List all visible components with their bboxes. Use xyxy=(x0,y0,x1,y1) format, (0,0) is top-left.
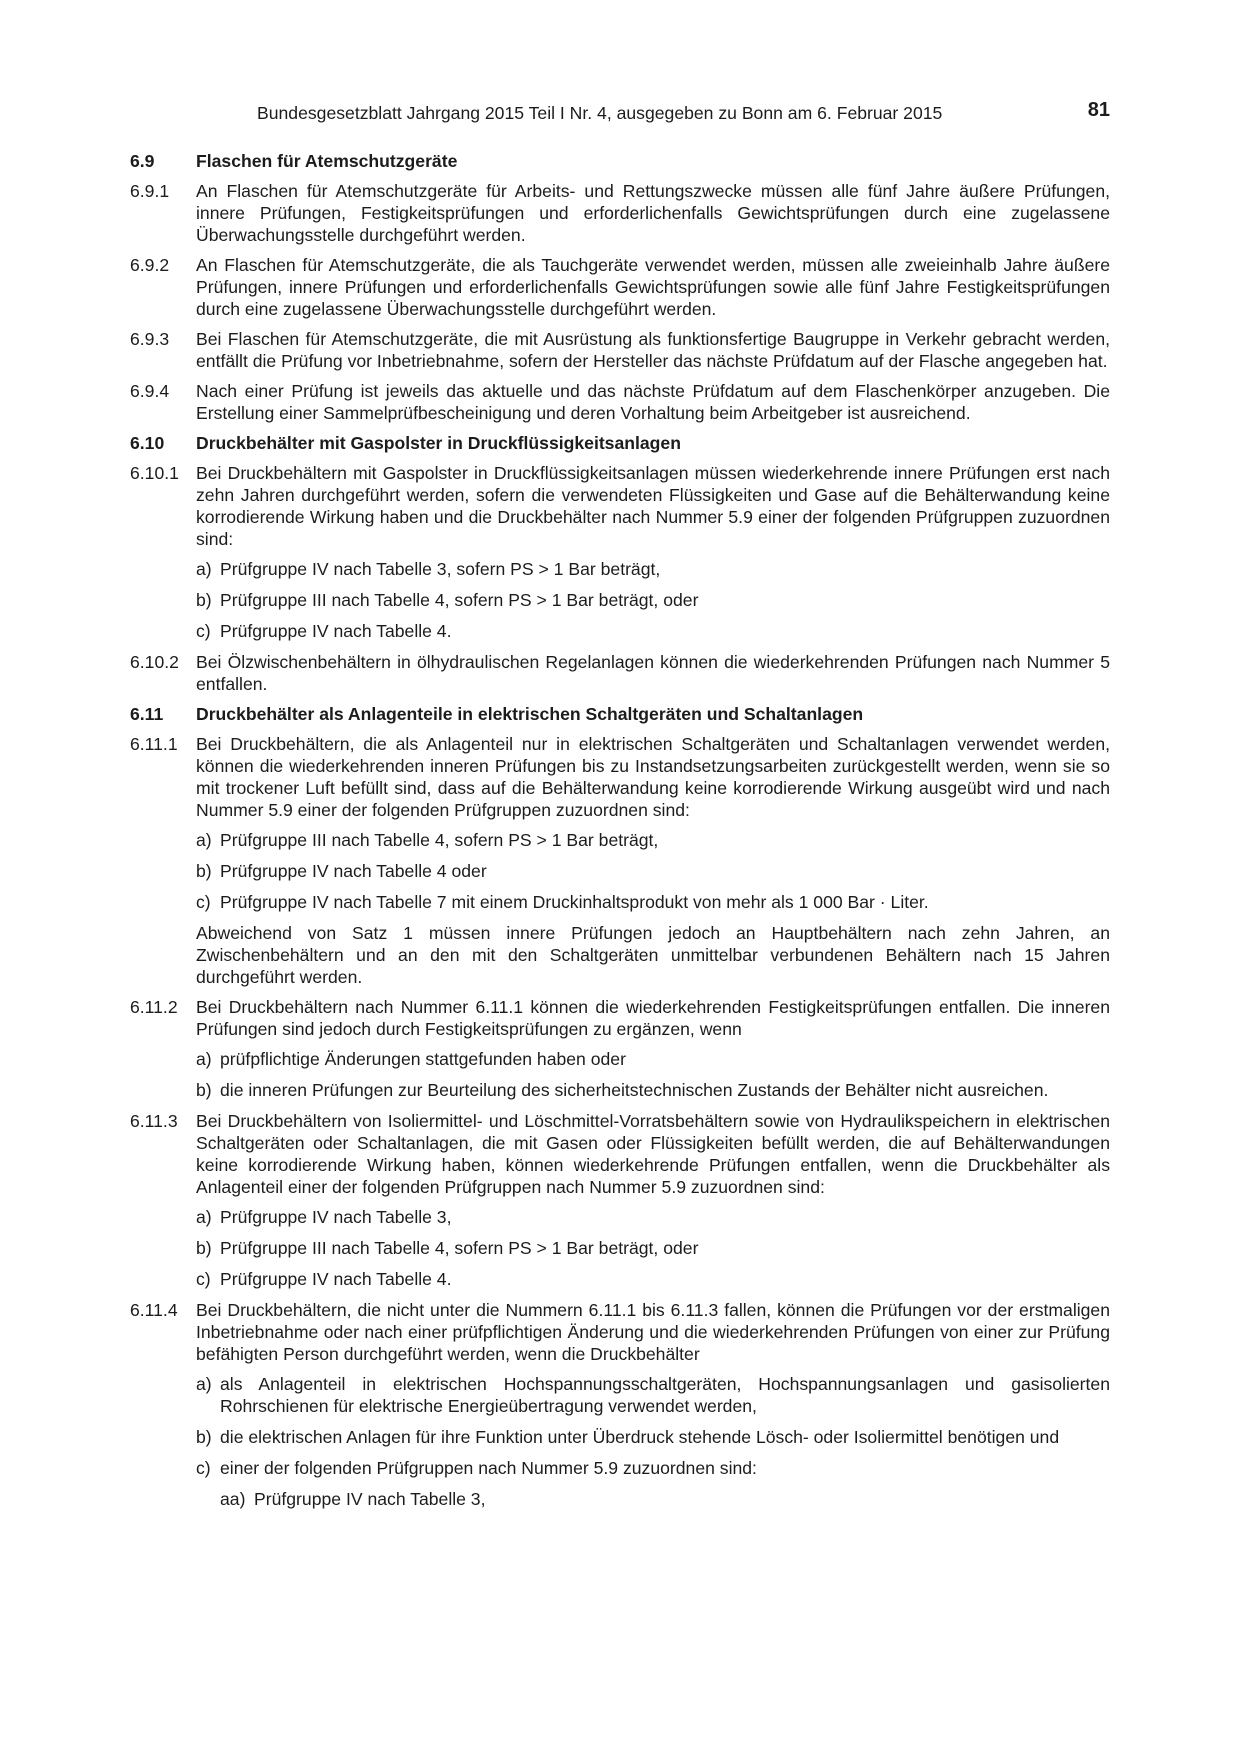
list-item-text: Prüfgruppe IV nach Tabelle 4. xyxy=(220,621,452,641)
list-item xyxy=(196,1268,1110,1290)
paragraph-text: An Flaschen für Atemschutzgeräte für Arbeits- und Rettungszwecke müssen alle fünf Jahre äußere Prüfungen, innere Prüfungen, Festigkeitsprüfungen und erforderlichenfalls Gewichtsprüfungen durch eine zugelassene Überwachungsstelle durchgeführt werden. xyxy=(196,181,1110,245)
list-item-text: Prüfgruppe IV nach Tabelle 7 mit einem Druckinhaltsprodukt von mehr als 1 000 Bar · Liter. xyxy=(220,892,929,912)
list-item-text: prüfpflichtige Änderungen stattgefunden haben oder xyxy=(220,1049,626,1069)
list-item-label: a) xyxy=(196,1049,212,1069)
paragraph-text: Bei Druckbehältern, die nicht unter die Nummern 6.11.1 bis 6.11.3 fallen, können die Prüfungen vor der erstmaligen Inbetriebnahme oder nach einer prüfpflichtigen Änderung und die wiederkehrenden Prüfungen von einer zur Prüfung befähigten Person durchgeführt werden, wenn die Druckbehälter xyxy=(196,1300,1110,1364)
paragraph xyxy=(130,733,1110,821)
list-item-label: c) xyxy=(196,1458,211,1478)
document-body xyxy=(130,150,1110,1518)
list-item-text: Prüfgruppe IV nach Tabelle 4 oder xyxy=(220,861,487,881)
list-item xyxy=(196,620,1110,642)
page-number: 81 xyxy=(1087,99,1110,121)
paragraph xyxy=(130,328,1110,372)
list-item-text: Prüfgruppe III nach Tabelle 4, sofern PS > 1 Bar beträgt, xyxy=(220,830,659,850)
paragraph-text: Bei Druckbehältern mit Gaspolster in Druckflüssigkeitsanlagen müssen wiederkehrende innere Prüfungen erst nach zehn Jahren durchgeführt werden, sofern die verwendeten Flüssigkeiten und Gase auf die Behälterwandung keine korrodierende Wirkung haben und die Druckbehälter nach Nummer 5.9 einer der folgenden Prüfgruppen zuzuordnen sind: xyxy=(196,463,1110,549)
list-item-label: c) xyxy=(196,621,211,641)
paragraph xyxy=(130,180,1110,246)
paragraph xyxy=(130,651,1110,695)
paragraph-text: Bei Druckbehältern nach Nummer 6.11.1 können die wiederkehrenden Festigkeitsprüfungen entfallen. Die inneren Prüfungen sind jedoch durch Festigkeitsprüfungen zu ergänzen, wenn xyxy=(196,997,1110,1039)
list-item-label: c) xyxy=(196,892,211,912)
list-item-text: die inneren Prüfungen zur Beurteilung des sicherheitstechnischen Zustands der Behälter nicht ausreichen. xyxy=(220,1080,1049,1100)
list-item-text: einer der folgenden Prüfgruppen nach Nummer 5.9 zuzuordnen sind: xyxy=(220,1458,757,1478)
list-item-text: die elektrischen Anlagen für ihre Funktion unter Überdruck stehende Lösch- oder Isoliermittel benötigen und xyxy=(220,1427,1060,1447)
paragraph xyxy=(130,462,1110,550)
list-item-label: b) xyxy=(196,590,212,610)
paragraph-number: 6.11.4 xyxy=(130,1300,178,1320)
section-heading xyxy=(130,432,1110,454)
list-item xyxy=(196,1426,1110,1448)
section-heading xyxy=(130,150,1110,172)
section-title: Druckbehälter mit Gaspolster in Druckflüssigkeitsanlagen xyxy=(196,433,681,453)
paragraph-text: Nach einer Prüfung ist jeweils das aktuelle und das nächste Prüfdatum auf dem Flaschenkörper anzugeben. Die Erstellung einer Sammelprüfbescheinigung und deren Vorhaltung beim Arbeitgeber ist ausreichend. xyxy=(196,381,1110,423)
list-item-text: Prüfgruppe III nach Tabelle 4, sofern PS > 1 Bar beträgt, oder xyxy=(220,590,699,610)
list-item-text: als Anlagenteil in elektrischen Hochspannungsschaltgeräten, Hochspannungsanlagen und gasisolierten Rohrschienen für elektrische Energieübertragung verwendet werden, xyxy=(220,1374,1110,1416)
paragraph xyxy=(130,996,1110,1040)
paragraph xyxy=(130,380,1110,424)
list-item xyxy=(196,558,1110,580)
sub-list-item-text: Prüfgruppe IV nach Tabelle 3, xyxy=(254,1489,486,1509)
paragraph-number: 6.10.1 xyxy=(130,463,179,483)
list-item-text: Prüfgruppe III nach Tabelle 4, sofern PS > 1 Bar beträgt, oder xyxy=(220,1238,699,1258)
section-number: 6.9 xyxy=(130,151,155,171)
paragraph-number: 6.9.2 xyxy=(130,255,170,275)
paragraph-number: 6.11.2 xyxy=(130,997,178,1017)
list-item xyxy=(196,829,1110,851)
paragraph-number: 6.10.2 xyxy=(130,652,179,672)
list-item xyxy=(196,860,1110,882)
list-item-label: a) xyxy=(196,830,212,850)
list-item xyxy=(196,589,1110,611)
list-item xyxy=(196,1457,1110,1479)
list-item xyxy=(196,1048,1110,1070)
list-item-label: a) xyxy=(196,1374,212,1394)
paragraph-text: Bei Ölzwischenbehältern in ölhydraulischen Regelanlagen können die wiederkehrenden Prüfungen nach Nummer 5 entfallen. xyxy=(196,652,1110,694)
paragraph-text: Bei Druckbehältern, die als Anlagenteil nur in elektrischen Schaltgeräten und Schaltanlagen verwendet werden, können die wiederkehrenden inneren Prüfungen bis zu Instandsetzungsarbeiten zurückgestellt werden, wenn sie so mit trockener Luft befüllt sind, dass auf die Behälterwandung keine korrodierende Wirkung ausgeübt wird und nach Nummer 5.9 einer der folgenden Prüfgruppen zuzuordnen sind: xyxy=(196,734,1110,820)
list-item-text: Prüfgruppe IV nach Tabelle 3, xyxy=(220,1207,452,1227)
list-item-label: b) xyxy=(196,1238,212,1258)
paragraph xyxy=(130,1299,1110,1365)
paragraph-number: 6.9.4 xyxy=(130,381,170,401)
paragraph-note: Abweichend von Satz 1 müssen innere Prüfungen jedoch an Hauptbehältern nach zehn Jahren, an Zwischenbehältern und an den mit den Schaltgeräten unmittelbar verbundenen Behältern nach 15 Jahren durchgeführt werden. xyxy=(196,923,1110,987)
paragraph-number: 6.9.1 xyxy=(130,181,170,201)
list-item-label: a) xyxy=(196,559,212,579)
section-title: Druckbehälter als Anlagenteile in elektrischen Schaltgeräten und Schaltanlagen xyxy=(196,704,864,724)
paragraph-text: Bei Druckbehältern von Isoliermittel- und Löschmittel-Vorratsbehältern sowie von Hydraulikspeichern in elektrischen Schaltgeräten oder Schaltanlagen, die mit Gasen oder Flüssigkeiten befüllt werden, die auf Behälterwandungen keine korrodierende Wirkung haben, können wiederkehrende Prüfungen entfallen, wenn die Druckbehälter als Anlagenteil einer der folgenden Prüfgruppen nach Nummer 5.9 zuzuordnen sind: xyxy=(196,1111,1110,1197)
paragraph-text: Bei Flaschen für Atemschutzgeräte, die mit Ausrüstung als funktionsfertige Baugruppe in Verkehr gebracht werden, entfällt die Prüfung vor Inbetriebnahme, sofern der Hersteller das nächste Prüfdatum auf der Flasche angegeben hat. xyxy=(196,329,1110,371)
section-heading xyxy=(130,703,1110,725)
paragraph xyxy=(130,254,1110,320)
list-item-label: a) xyxy=(196,1207,212,1227)
list-item xyxy=(196,1237,1110,1259)
paragraph-text: An Flaschen für Atemschutzgeräte, die als Tauchgeräte verwendet werden, müssen alle zweieinhalb Jahre äußere Prüfungen, innere Prüfungen und erforderlichenfalls Gewichtsprüfungen sowie alle fünf Jahre Festigkeitsprüfungen durch eine zugelassene Überwachungsstelle durchgeführt werden. xyxy=(196,255,1110,319)
header-text: Bundesgesetzblatt Jahrgang 2015 Teil I Nr. 4, ausgegeben zu Bonn am 6. Februar 2015 xyxy=(257,103,943,123)
list-item-label: b) xyxy=(196,1427,212,1447)
page-header xyxy=(257,101,1110,127)
list-item-text: Prüfgruppe IV nach Tabelle 3, sofern PS > 1 Bar beträgt, xyxy=(220,559,661,579)
list-item xyxy=(196,1206,1110,1228)
list-item-text: Prüfgruppe IV nach Tabelle 4. xyxy=(220,1269,452,1289)
list-item xyxy=(196,1373,1110,1417)
section-number: 6.10 xyxy=(130,433,165,453)
section-number: 6.11 xyxy=(130,704,164,724)
sub-list-item xyxy=(220,1488,1110,1510)
list-item xyxy=(196,1079,1110,1101)
paragraph-number: 6.9.3 xyxy=(130,329,170,349)
paragraph-number: 6.11.1 xyxy=(130,734,178,754)
paragraph xyxy=(130,1110,1110,1198)
list-item xyxy=(196,891,1110,913)
sub-list-item-label: aa) xyxy=(220,1489,246,1509)
paragraph-number: 6.11.3 xyxy=(130,1111,178,1131)
section-title: Flaschen für Atemschutzgeräte xyxy=(196,151,458,171)
list-item-label: b) xyxy=(196,861,212,881)
list-item-label: b) xyxy=(196,1080,212,1100)
list-item-label: c) xyxy=(196,1269,211,1289)
